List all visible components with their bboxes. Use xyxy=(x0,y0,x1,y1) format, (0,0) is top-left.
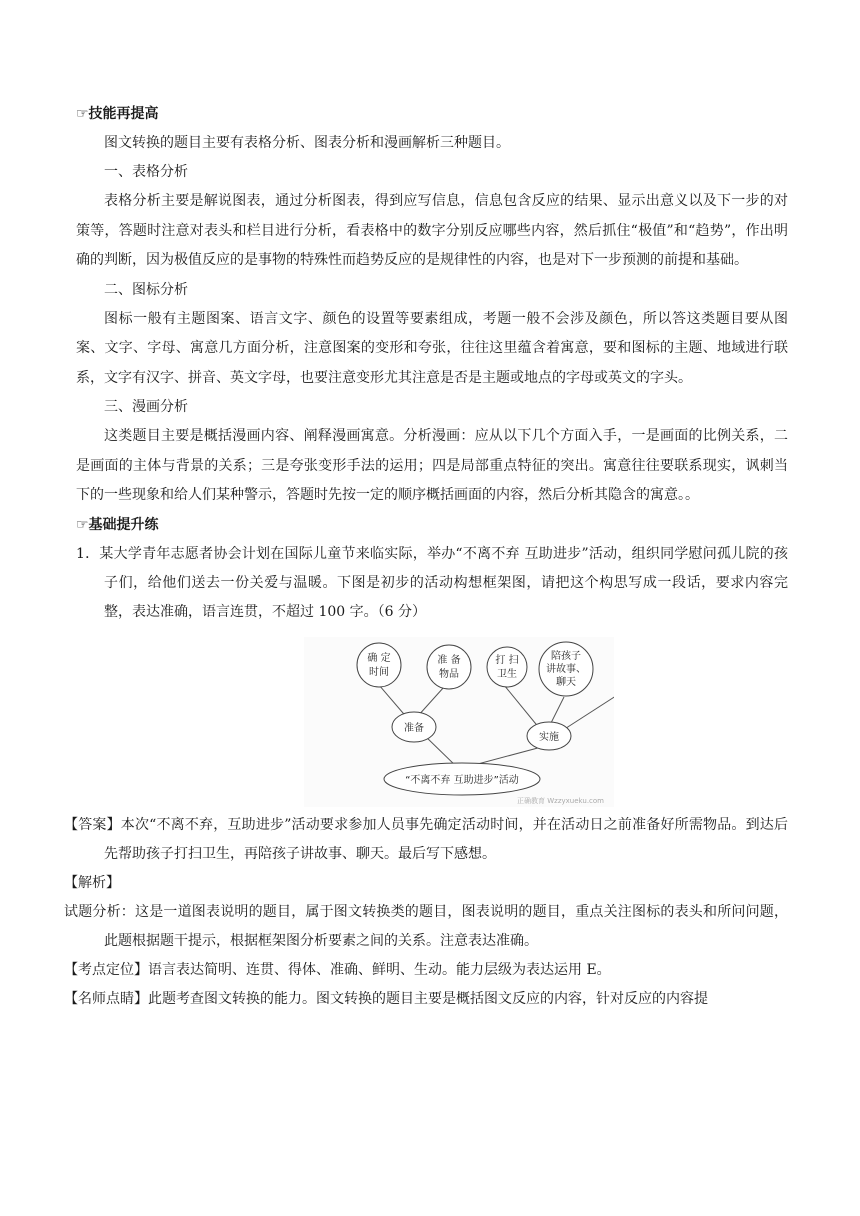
diagram-leaf-set-time xyxy=(357,643,401,687)
diagram-leaf4-line1: 陪孩子 xyxy=(551,650,581,662)
diagram-leaf1-line1: 确 定 xyxy=(367,652,391,664)
diagram-leaf2-line2: 物品 xyxy=(439,668,459,680)
analysis-heading: 【解析】 xyxy=(64,874,120,891)
section-title-practice: ☞基础提升练 xyxy=(76,516,159,533)
paragraph-table-analysis: 表格分析主要是解说图表，通过分析图表，得到应写信息，信息包含反应的结果、显示出意义以及下一步的对策等，答题时注意对表头和栏目进行分析，看表格中的数字分别反应哪些内容，然后抓住“极值”和“趋势”，作出明确的判断，因为极值反应的是事物的特殊性而趋势反应的是规律性的内容，也是对下一步预测的前提和基础。 xyxy=(76,193,788,268)
diagram-label-implement: 实施 xyxy=(539,731,559,743)
heading-icon-analysis: 二、图标分析 xyxy=(104,281,188,298)
teacher-note: 【名师点睛】此题考查图文转换的能力。图文转换的题目主要是概括图文反应的内容，针对反应的内容提 xyxy=(64,990,708,1007)
diagram-leaf3-line1: 打 扫 xyxy=(495,654,519,666)
answer-paragraph: 【答案】本次“不离不弃，互助进步”活动要求参加人员事先确定活动时间，并在活动日之前准备好所需物品。到达后先帮助孩子打扫卫生，再陪孩子讲故事、聊天。最后写下感想。 xyxy=(64,816,788,862)
intro-paragraph: 图文转换的题目主要有表格分析、图表分析和漫画解析三种题目。 xyxy=(104,135,510,151)
diagram-watermark: 正确教育 Wzzyxueku.com xyxy=(517,796,604,805)
heading-cartoon-analysis: 三、漫画分析 xyxy=(104,399,188,415)
knowledge-point: 【考点定位】语言表达简明、连贯、得体、准确、鲜明、生动。能力层级为表达运用 E。 xyxy=(64,961,611,978)
diagram-leaf2-line1: 准 备 xyxy=(437,654,461,666)
paragraph-icon-analysis: 图标一般有主题图案、语言文字、颜色的设置等要素组成，考题一般不会涉及颜色，所以答这类题目要从图案、文字、字母、寓意几方面分析，注意图案的变形和夸张，往往这里蕴含着寓意，要和图标的主题、地域进行联系，文字有汉字、拼音、英文字母，也要注意变形尤其注意是否是主题或地点的字母或英文的字头。 xyxy=(76,310,788,386)
diagram-leaf1-line2: 时间 xyxy=(369,666,389,678)
diagram-leaf4-line3: 聊天 xyxy=(556,676,576,688)
diagram-leaf3-line2: 卫生 xyxy=(497,668,517,680)
diagram-label-prepare: 准备 xyxy=(404,722,424,734)
section-title-skills: ☞技能再提高 xyxy=(76,106,159,122)
diagram-leaf4-line2: 讲故事、 xyxy=(546,663,586,675)
question-1: 1．某大学青年志愿者协会计划在国际儿童节来临实际，举办“不离不弃 互助进步”活动，组织同学慰问孤儿院的孩子们，给他们送去一份关爱与温暖。下图是初步的活动构想框架图，请把这个构思写成一段话，要求内容完整，表达准确，语言连贯，不超过 100 字。（6 分） xyxy=(76,545,788,620)
paragraph-cartoon-analysis: 这类题目主要是概括漫画内容、阐释漫画寓意。分析漫画：应从以下几个方面入手，一是画面的比例关系，二是画面的主体与背景的关系；三是夸张变形手法的运用；四是局部重点特征的突出。寓意往往要联系现实，讽刺当下的一些现象和给人们某种警示，答题时先按一定的顺序概括画面的内容，然后分析其隐含的寓意。。 xyxy=(76,428,788,503)
diagram-leaf-prepare-items xyxy=(427,645,471,689)
heading-table-analysis: 一、表格分析 xyxy=(104,164,188,180)
analysis-paragraph: 试题分析：这是一道图表说明的题目，属于图文转换类的题目，图表说明的题目，重点关注图标的表头和所问问题，此题根据题干提示，根据框架图分析要素之间的关系。注意表达准确。 xyxy=(64,903,788,949)
diagram-root-label: “不离不弃 互助进步”活动 xyxy=(405,774,519,786)
diagram-leaf-cleaning xyxy=(487,647,527,687)
document-body xyxy=(64,100,788,1014)
activity-framework-diagram xyxy=(304,637,614,807)
